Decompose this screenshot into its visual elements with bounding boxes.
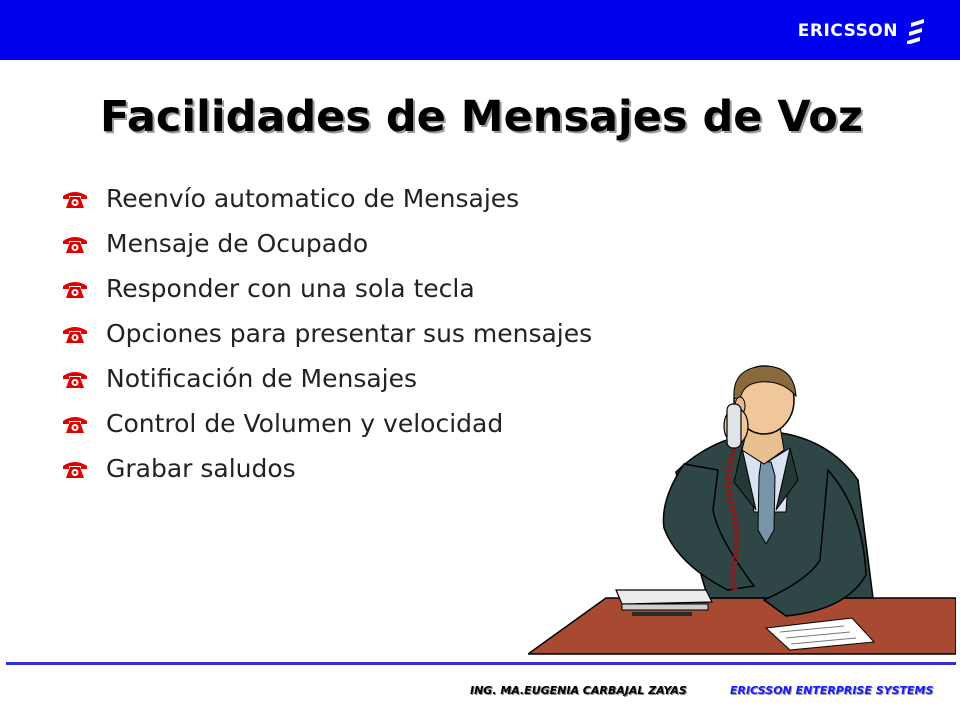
bullet-text: Control de Volumen y velocidad: [106, 409, 504, 438]
telephone-icon: [62, 369, 88, 389]
bullet-list: [62, 176, 592, 491]
businessman-on-phone-illustration: [528, 360, 956, 660]
bullet-text: Notificación de Mensajes: [106, 364, 418, 393]
bullet-text: Mensaje de Ocupado: [106, 229, 369, 258]
bullet-text: Reenvío automatico de Mensajes: [106, 184, 520, 213]
list-item: [62, 401, 592, 446]
telephone-icon: [62, 459, 88, 479]
bullet-text: Opciones para presentar sus mensajes: [106, 319, 593, 348]
footer-company: ERICSSON ENTERPRISE SYSTEMS: [730, 684, 934, 697]
list-item: [62, 311, 592, 356]
brand-name: ERICSSON: [797, 21, 898, 41]
footer-divider: [6, 662, 956, 665]
bullet-text: Responder con una sola tecla: [106, 274, 475, 303]
list-item: [62, 266, 592, 311]
list-item: [62, 356, 592, 401]
footer-author: ING. MA.EUGENIA CARBAJAL ZAYAS: [470, 684, 687, 697]
telephone-icon: [62, 279, 88, 299]
desk: [528, 598, 956, 654]
ericsson-logo-icon: [906, 18, 928, 44]
tie: [758, 462, 775, 544]
list-item: [62, 446, 592, 491]
list-item: [62, 221, 592, 266]
handset: [727, 404, 741, 448]
desk-phone: [616, 590, 712, 604]
telephone-icon: [62, 189, 88, 209]
header-bar: [0, 0, 960, 60]
telephone-icon: [62, 324, 88, 344]
ericsson-brand: [798, 18, 928, 44]
telephone-icon: [62, 414, 88, 434]
telephone-icon: [62, 234, 88, 254]
list-item: [62, 176, 592, 221]
slide-title: Facilidades de Mensajes de Voz: [100, 92, 863, 142]
bullet-text: Grabar saludos: [106, 454, 296, 483]
